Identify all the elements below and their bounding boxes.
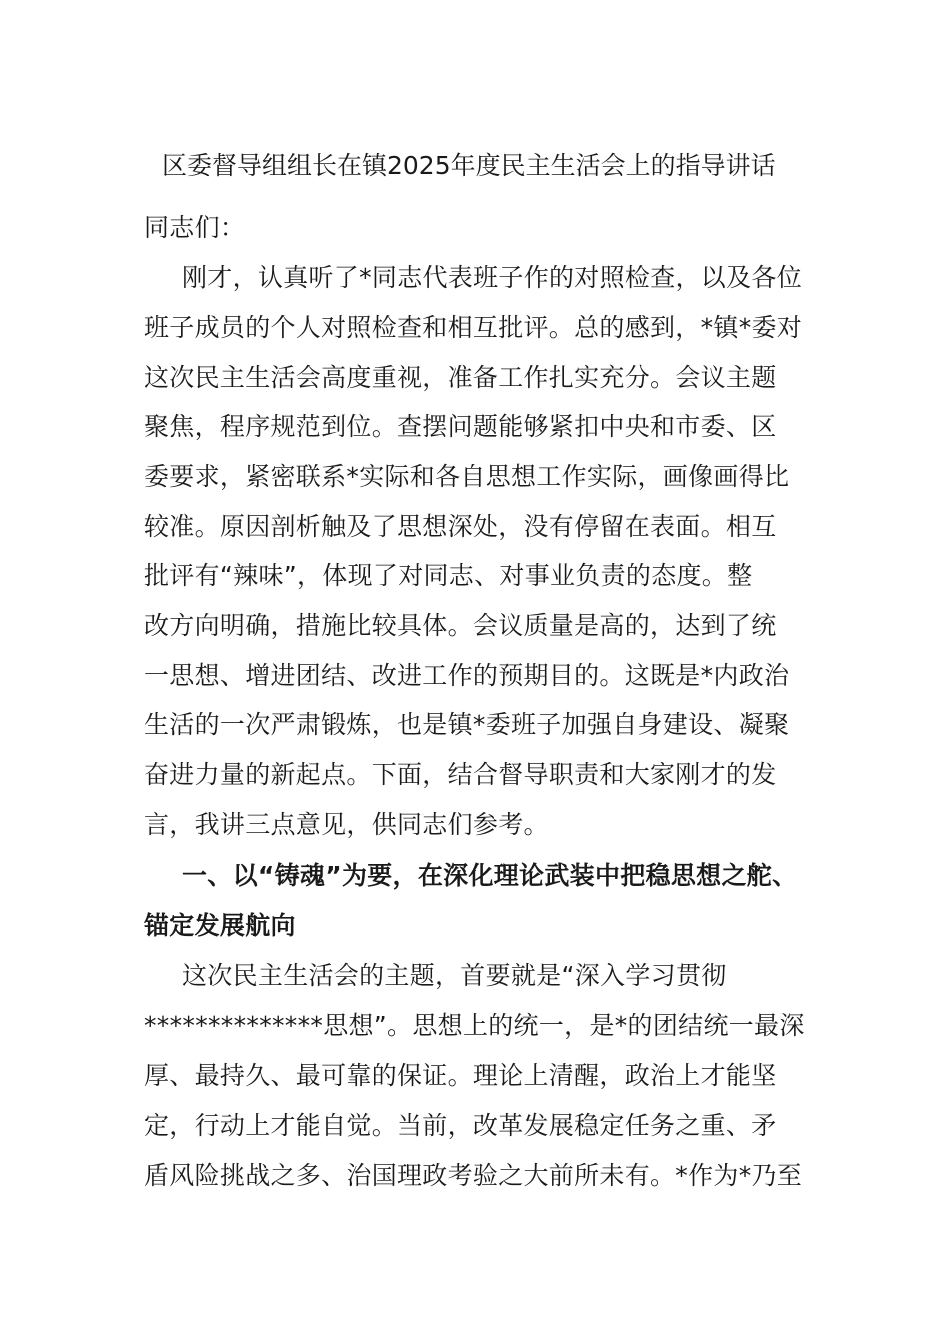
paragraph-line: 厚、最持久、最可靠的保证。理论上清醒，政治上才能坚 bbox=[144, 1061, 777, 1090]
paragraph-line: 委要求，紧密联系*实际和各自思想工作实际，画像画得比 bbox=[144, 462, 790, 491]
paragraph-line: 改方向明确，措施比较具体。会议质量是高的，达到了统 bbox=[144, 611, 777, 640]
paragraph-line: **************思想”。思想上的统一，是*的团结统一最深 bbox=[144, 1011, 805, 1040]
paragraph-line: 这次民主生活会高度重视，准备工作扎实充分。会议主题 bbox=[144, 363, 777, 392]
paragraph-line: 言，我讲三点意见，供同志们参考。 bbox=[144, 810, 549, 839]
paragraph-line: 奋进力量的新起点。下面，结合督导职责和大家刚才的发 bbox=[144, 760, 777, 789]
paragraph-line: 生活的一次严肃锻炼，也是镇*委班子加强自身建设、凝聚 bbox=[144, 710, 790, 739]
heading-line: 锚定发展航向 bbox=[144, 911, 296, 940]
paragraph-line: 刚才，认真听了*同志代表班子作的对照检查，以及各位 bbox=[182, 263, 803, 292]
paragraph-line: 较准。原因剖析触及了思想深处，没有停留在表面。相互 bbox=[144, 512, 777, 541]
paragraph-line: 盾风险挑战之多、治国理政考验之大前所未有。*作为*乃至 bbox=[144, 1161, 803, 1190]
paragraph-line: 定，行动上才能自觉。当前，改革发展稳定任务之重、矛 bbox=[144, 1111, 777, 1140]
paragraph-line: 这次民主生活会的主题，首要就是“深入学习贯彻 bbox=[182, 961, 727, 990]
paragraph-line: 一思想、增进团结、改进工作的预期目的。这既是*内政治 bbox=[144, 661, 790, 690]
greeting: 同志们： bbox=[144, 213, 246, 242]
heading-line: 一、以“铸魂”为要，在深化理论武装中把稳思想之舵、 bbox=[182, 861, 798, 890]
paragraph-line: 班子成员的个人对照检查和相互批评。总的感到，*镇*委对 bbox=[144, 313, 803, 342]
paragraph-line: 批评有“辣味”，体现了对同志、对事业负责的态度。整 bbox=[144, 561, 753, 590]
document-title: 区委督导组组长在镇2025年度民主生活会上的指导讲话 bbox=[162, 151, 776, 180]
paragraph-line: 聚焦，程序规范到位。查摆问题能够紧扣中央和市委、区 bbox=[144, 412, 777, 441]
